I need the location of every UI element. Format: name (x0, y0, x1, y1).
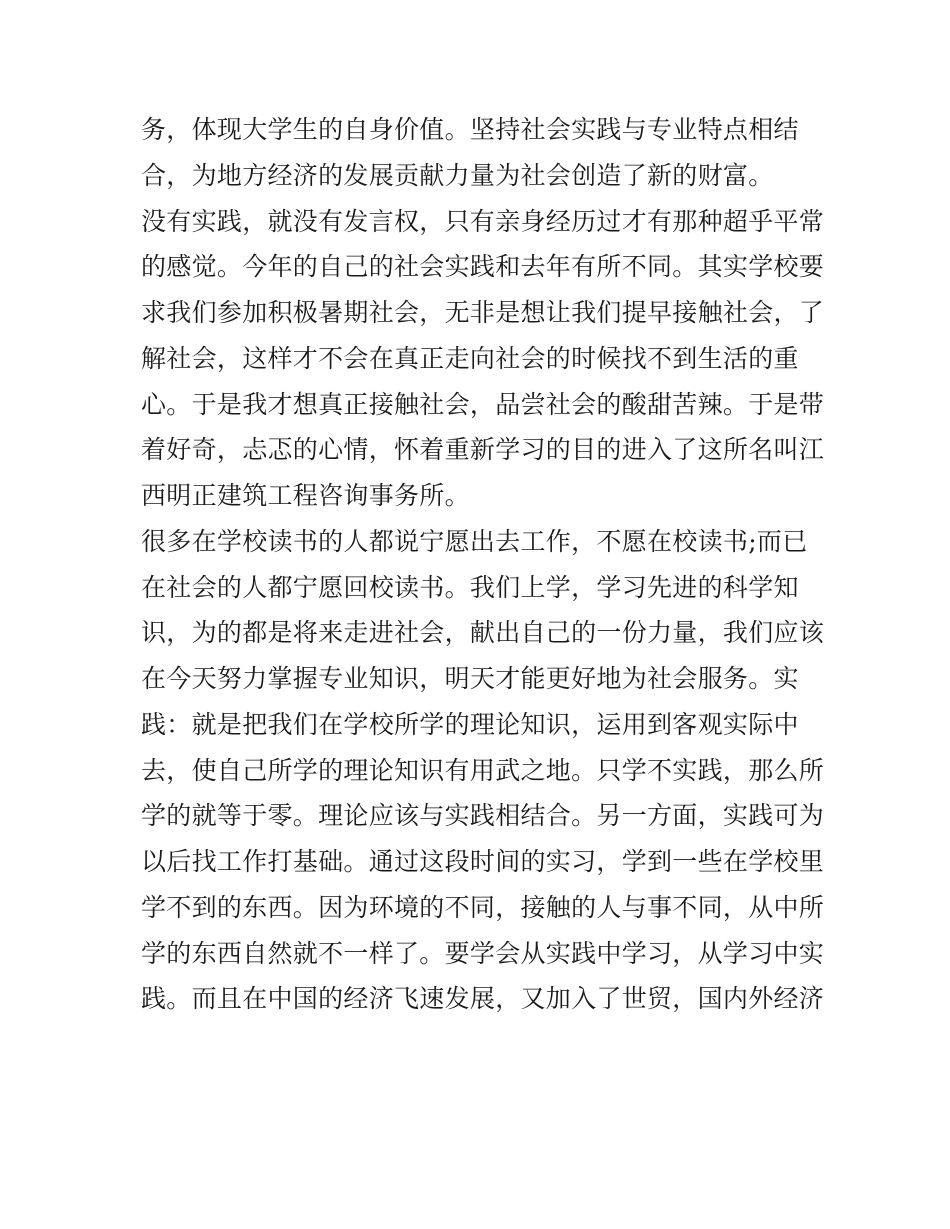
text-line-16: 学的就等于零。理论应该与实践相结合。另一方面，实践可为 (141, 801, 825, 831)
text-line-20: 践。而且在中国的经济飞速发展，又加入了世贸，国内外经济 (141, 984, 825, 1014)
text-line-6: 解社会，这样才不会在真正走向社会的时候找不到生活的重 (141, 343, 799, 373)
text-line-11: 在社会的人都宁愿回校读书。我们上学，学习先进的科学知 (141, 572, 799, 602)
text-line-10: 很多在学校读书的人都说宁愿出去工作，不愿在校读书;而已 (141, 526, 808, 556)
body-text (141, 107, 825, 1022)
text-line-9: 西明正建筑工程咨询事务所。 (141, 481, 470, 510)
text-line-8: 着好奇，忐忑的心情，怀着重新学习的目的进入了这所名叫江 (141, 435, 825, 465)
text-line-7: 心。于是我才想真正接触社会，品尝社会的酸甜苦辣。于是带 (141, 389, 825, 419)
text-line-13: 在今天努力掌握专业知识，明天才能更好地为社会服务。实 (141, 664, 799, 693)
text-line-18: 学不到的东西。因为环境的不同，接触的人与事不同，从中所 (141, 892, 825, 922)
text-line-1: 务，体现大学生的自身价值。坚持社会实践与专业特点相结 (141, 115, 799, 144)
text-line-5: 求我们参加积极暑期社会，无非是想让我们提早接触社会，了 (141, 298, 825, 327)
text-line-14: 践：就是把我们在学校所学的理论知识，运用到客观实际中 (141, 709, 799, 739)
text-line-12: 识，为的都是将来走进社会，献出自己的一份力量，我们应该 (141, 618, 825, 648)
text-line-15: 去，使自己所学的理论知识有用武之地。只学不实践，那么所 (141, 755, 825, 785)
text-line-19: 学的东西自然就不一样了。要学会从实践中学习，从学习中实 (141, 938, 825, 968)
text-line-3: 没有实践，就没有发言权，只有亲身经历过才有那种超乎平常 (141, 206, 825, 236)
text-line-17: 以后找工作打基础。通过这段时间的实习，学到一些在学校里 (141, 847, 825, 876)
text-line-2: 合，为地方经济的发展贡献力量为社会创造了新的财富。 (141, 160, 774, 190)
text-line-4: 的感觉。今年的自己的社会实践和去年有所不同。其实学校要 (141, 252, 825, 282)
